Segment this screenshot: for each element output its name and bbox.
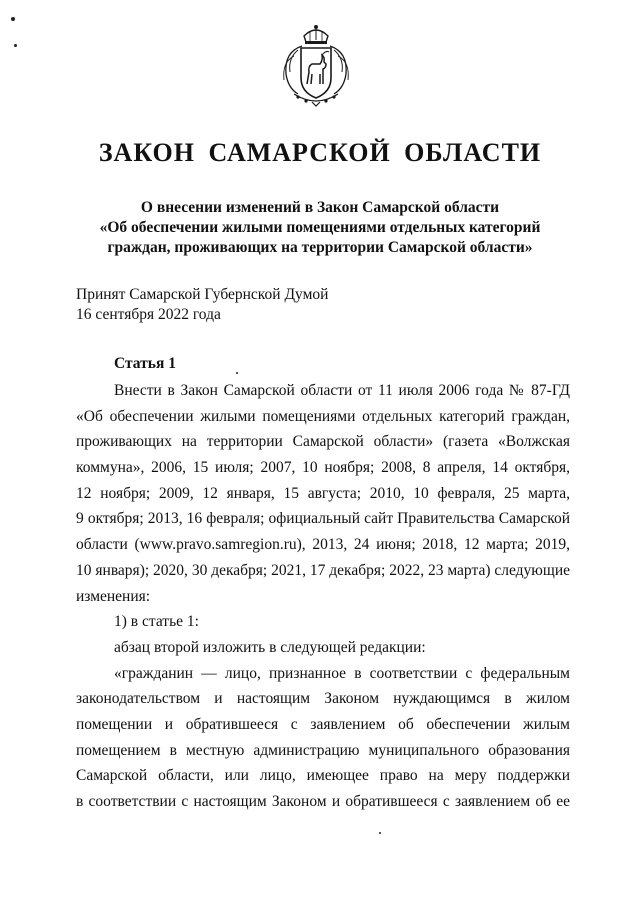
samara-coat-of-arms-icon	[276, 22, 356, 108]
body-line: 10 января); 2020, 30 декабря; 2021, 17 декабря; 2022, 23 марта) следующие	[76, 561, 570, 579]
scan-speck	[11, 17, 15, 21]
body-line: Внести в Закон Самарской области от 11 июля 2006 года № 87-ГД	[114, 382, 570, 399]
body-line: «гражданин — лицо, признанное в соответствии с федеральным	[114, 664, 570, 682]
body-line: проживающих на территории Самарской области» (газета «Волжская	[76, 433, 570, 451]
body-line: области (www.pravo.samregion.ru), 2013, 24 июня; 2018, 12 марта; 2019,	[76, 536, 570, 554]
body-line: помещением в местную администрацию муниципального образования	[76, 741, 570, 759]
body-line: Самарской области, или лицо, имеющее право на меру поддержки	[76, 767, 570, 785]
adoption-note	[76, 285, 328, 325]
adoption-line: Принят Самарской Губернской Думой	[76, 286, 329, 303]
body-line: в соответствии с настоящим Законом и обратившееся с заявлением об ее	[76, 793, 570, 810]
article-body	[76, 378, 570, 815]
body-line: изменения:	[76, 587, 151, 605]
body-line: «Об обеспечении жилыми помещениями отдельных категорий граждан,	[76, 407, 570, 425]
subtitle-line: О внесении изменений в Закон Самарской области	[140, 199, 500, 216]
subtitle-line: «Об обеспечении жилыми помещениями отдельных категорий	[99, 219, 541, 236]
body-line: коммуна», 2006, 15 июля; 2007, 10 ноября; 2008, 8 апреля, 14 октября,	[76, 459, 570, 477]
adoption-date: 16 сентября 2022 года	[76, 306, 221, 323]
scan-speck	[379, 832, 381, 834]
law-subtitle	[60, 198, 580, 258]
body-line: 12 ноября; 2009, 12 января, 15 августа; 2010, 10 февраля, 25 марта,	[76, 484, 570, 502]
subtitle-line: граждан, проживающих на территории Самарской области»	[107, 239, 533, 256]
law-title: ЗАКОН САМАРСКОЙ ОБЛАСТИ	[98, 138, 542, 167]
body-line: абзац второй изложить в следующей редакции:	[114, 638, 426, 656]
body-line: 9 октября; 2013, 16 февраля; официальный сайт Правительства Самарской	[76, 510, 570, 528]
body-line: помещении и обратившееся с заявлением об обеспечении жилым	[76, 715, 570, 733]
scan-speck	[236, 372, 238, 374]
body-line: 1) в статье 1:	[114, 613, 199, 631]
body-line: законодательством и настоящим Законом нуждающимся в жилом	[76, 690, 570, 708]
scan-speck	[14, 44, 17, 47]
article-heading: Статья 1	[114, 355, 176, 372]
